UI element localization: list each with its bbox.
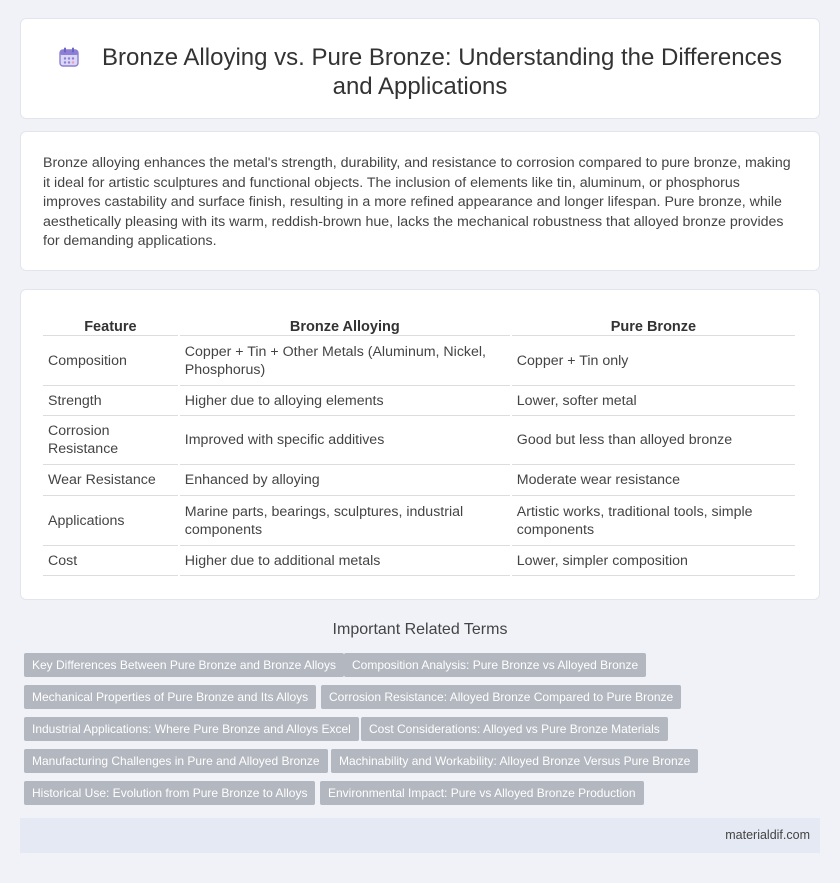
- table-cell: Artistic works, traditional tools, simple components: [512, 496, 795, 546]
- table-cell: Moderate wear resistance: [512, 465, 795, 496]
- title-line-1: Bronze Alloying vs. Pure Bronze: Understanding the Differences: [102, 44, 782, 71]
- table-cell: Wear Resistance: [43, 465, 178, 496]
- table-cell: Good but less than alloyed bronze: [512, 416, 795, 465]
- table-cell: Copper + Tin + Other Metals (Aluminum, Nickel, Phosphorus): [180, 336, 510, 386]
- table-row: [43, 416, 795, 465]
- comparison-table: [41, 312, 797, 576]
- related-term-tag[interactable]: Manufacturing Challenges in Pure and Alloyed Bronze: [24, 749, 328, 773]
- related-term-tag[interactable]: Corrosion Resistance: Alloyed Bronze Compared to Pure Bronze: [321, 685, 681, 709]
- related-term-tag[interactable]: Historical Use: Evolution from Pure Bronze to Alloys: [24, 781, 315, 805]
- table-cell: Composition: [43, 336, 178, 386]
- related-term-tag[interactable]: Mechanical Properties of Pure Bronze and Its Alloys: [24, 685, 316, 709]
- table-cell: Higher due to alloying elements: [180, 386, 510, 416]
- table-row: [43, 496, 795, 546]
- related-term-tag[interactable]: Key Differences Between Pure Bronze and Bronze Alloys: [24, 653, 344, 677]
- related-term-tag[interactable]: Composition Analysis: Pure Bronze vs Alloyed Bronze: [344, 653, 646, 677]
- page-title: [21, 43, 819, 101]
- table-cell: Enhanced by alloying: [180, 465, 510, 496]
- calendar-icon: [58, 46, 80, 68]
- column-header: Feature: [43, 312, 178, 336]
- intro-card: [20, 131, 820, 271]
- comparison-table-card: [20, 289, 820, 600]
- related-terms-heading: Important Related Terms: [332, 621, 508, 638]
- table-cell: Corrosion Resistance: [43, 416, 178, 465]
- column-header: Bronze Alloying: [180, 312, 510, 336]
- table-cell: Marine parts, bearings, sculptures, industrial components: [180, 496, 510, 546]
- related-term-tag[interactable]: Machinability and Workability: Alloyed Bronze Versus Pure Bronze: [331, 749, 698, 773]
- footer: [20, 818, 820, 853]
- column-header: Pure Bronze: [512, 312, 795, 336]
- footer-site-link[interactable]: materialdif.com: [725, 828, 810, 842]
- table-cell: Improved with specific additives: [180, 416, 510, 465]
- header-card: [20, 18, 820, 119]
- table-cell: Lower, softer metal: [512, 386, 795, 416]
- intro-text: Bronze alloying enhances the metal's strength, durability, and resistance to corrosion compared to pure bronze, making it ideal for artistic sculptures and functional objects. The inclusion of elements like tin, aluminum, or phosphorus improves castability and surface finish, resulting in a more refined appearance and longer lifespan. Pure bronze, while aesthetically pleasing with its warm, reddish-brown hue, lacks the mechanical robustness that alloyed bronze provides for demanding applications.: [43, 155, 791, 249]
- table-header-row: [43, 312, 795, 336]
- table-row: [43, 465, 795, 496]
- table-cell: Cost: [43, 546, 178, 576]
- table-row: [43, 336, 795, 386]
- related-term-tag[interactable]: Cost Considerations: Alloyed vs Pure Bronze Materials: [361, 717, 668, 741]
- title-line-2: and Applications: [332, 73, 508, 100]
- table-cell: Copper + Tin only: [512, 336, 795, 386]
- table-cell: Strength: [43, 386, 178, 416]
- related-term-tag[interactable]: Environmental Impact: Pure vs Alloyed Bronze Production: [320, 781, 644, 805]
- table-row: [43, 546, 795, 576]
- table-cell: Applications: [43, 496, 178, 546]
- table-cell: Higher due to additional metals: [180, 546, 510, 576]
- related-term-tag[interactable]: Industrial Applications: Where Pure Bronze and Alloys Excel: [24, 717, 359, 741]
- table-row: [43, 386, 795, 416]
- table-cell: Lower, simpler composition: [512, 546, 795, 576]
